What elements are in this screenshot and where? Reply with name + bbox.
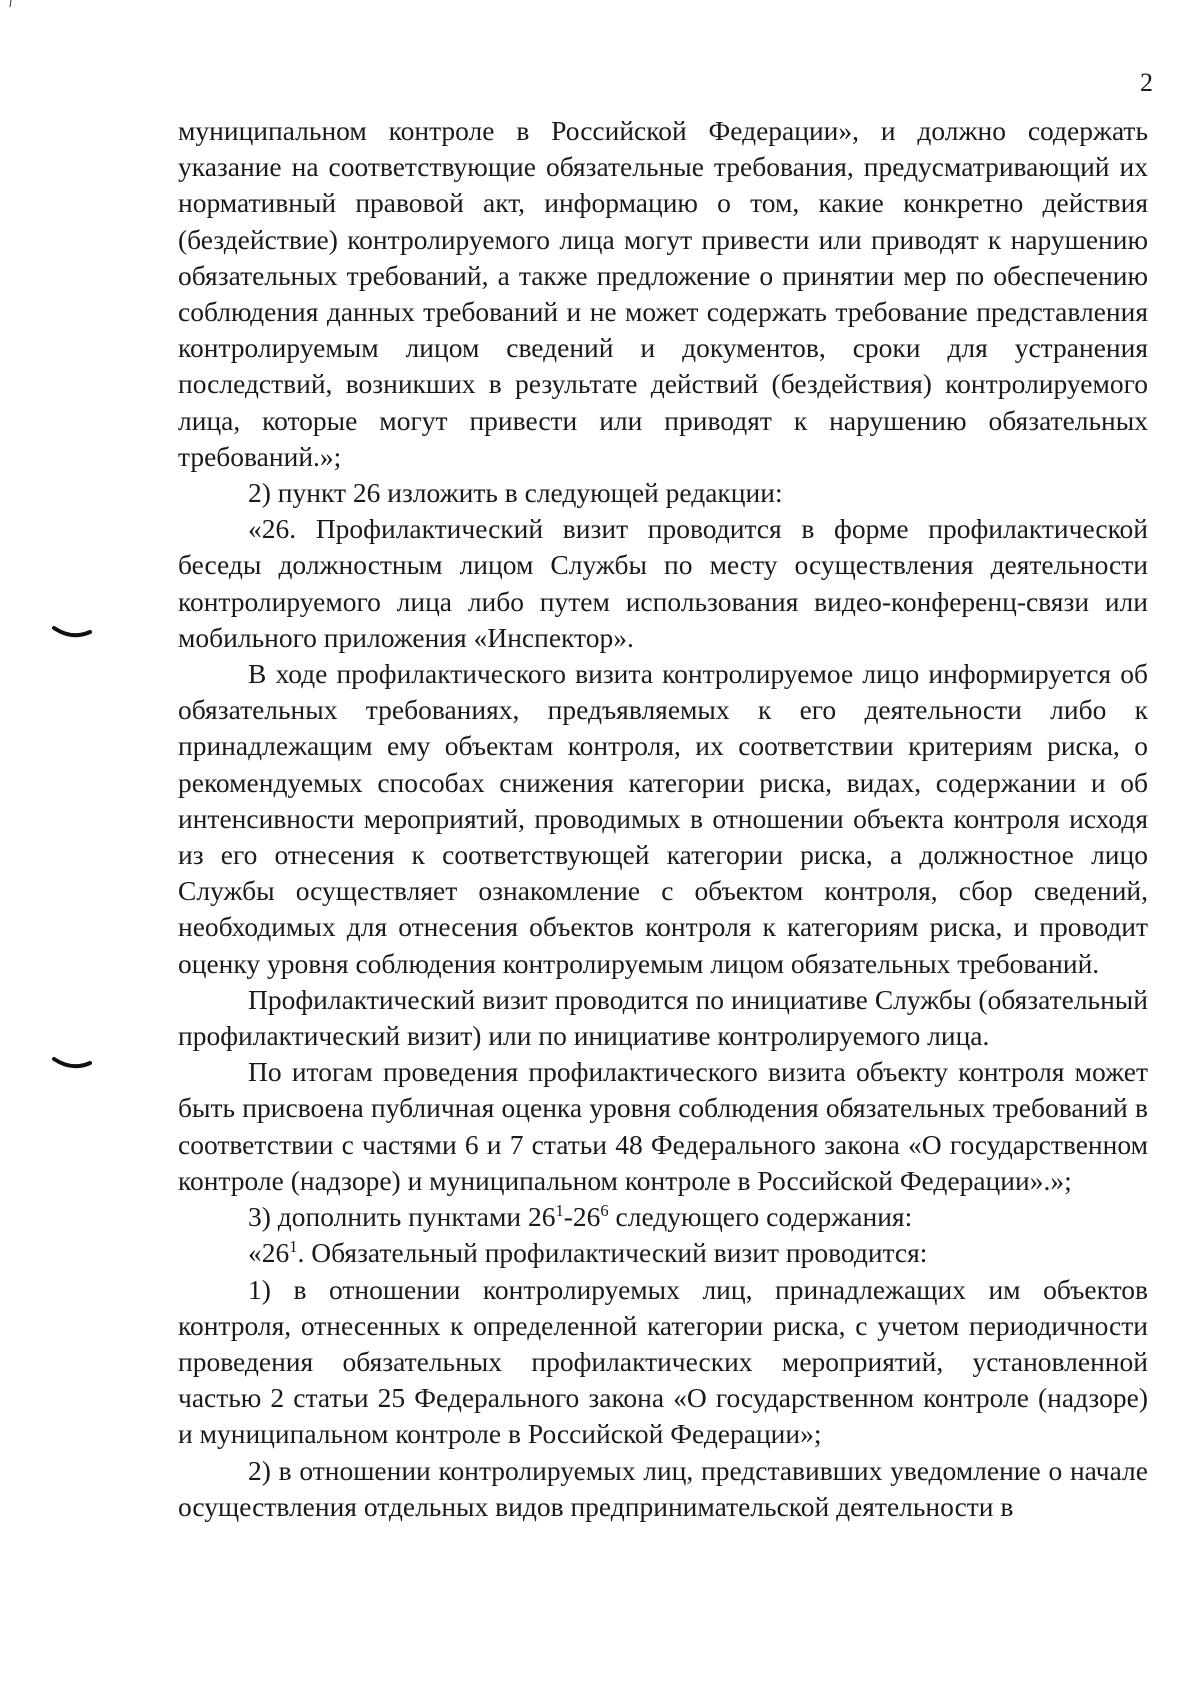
paragraph-clause-26-1: «$26^1$. Обязательный профилактический визит проводится: — [248, 1237, 928, 1269]
paragraph-subitem-2: 2) в отношении контролируемых лиц, представивших уведомление о начале осуществления отдельных видов предпринимательской деятельности в — [178, 1454, 1148, 1522]
paragraph-visit-initiative: Профилактический визит проводится по инициативе Службы (обязательный профилактический визит) или по инициативе контролируемого лица. — [178, 983, 1148, 1052]
paragraph-item-3: 3) дополнить пунктами $26^1-26^6$ следующего содержания: — [248, 1200, 913, 1233]
document-body — [178, 113, 1148, 1525]
scan-corner-mark — [8, 0, 14, 8]
binder-hole-mark — [52, 1055, 92, 1071]
binder-hole-mark — [52, 624, 92, 640]
paragraph-item-2: 2) пункт 26 изложить в следующей редакции: — [248, 477, 783, 509]
paragraph-clause-26: «26. Профилактический визит проводится в форме профилактической беседы должностным лицом Службы по месту осуществления деятельности контролируемого лица либо путем использования видео-конференц-связи или мобильного приложения «Инспектор». — [178, 513, 1148, 653]
paragraph-visit-results: По итогам проведения профилактического визита объекту контроля может быть присвоена публичная оценка уровня соблюдения обязательных требований в соответствии с частями 6 и 7 статьи 48 Федерального закона «О государственном контроле (надзоре) и муниципальном контроле в Российской Федерации».»; — [178, 1056, 1148, 1196]
paragraph-continuation: муниципальном контроле в Российской Федерации», и должно содержать указание на соответствующие обязательные требования, предусматривающий их нормативный правовой акт, информацию о том, какие конкретно действия (бездействие) контролируемого лица могут привести или приводят к нарушению обязательных требований, а также предложение о принятии мер по обеспечению соблюдения данных требований и не может содержать требование представления контролируемым лицом сведений и документов, сроки для устранения последствий, возникших в результате действий (бездействия) контролируемого лица, которые могут привести или приводят к нарушению обязательных требований.»; — [178, 115, 1148, 472]
paragraph-visit-info: В ходе профилактического визита контролируемое лицо информируется об обязательных требованиях, предъявляемых к его деятельности либо к принадлежащим ему объектам контроля, их соответствии критериям риска, о рекомендуемых способах снижения категории риска, видах, содержании и об интенсивности мероприятий, проводимых в отношении объекта контроля исходя из его отнесения к соответствующей категории риска, а должностное лицо Службы осуществляет ознакомление с объектом контроля, сбор сведений, необходимых для отнесения объектов контроля к категориям риска, и проводит оценку уровня соблюдения контролируемым лицом обязательных требований. — [178, 658, 1148, 979]
paragraph-subitem-1: 1) в отношении контролируемых лиц, принадлежащих им объектов контроля, отнесенных к определенной категории риска, с учетом периодичности проведения обязательных профилактических мероприятий, установленной частью 2 статьи 25 Федерального закона «О государственном контроле (надзоре) и муниципальном контроле в Российской Федерации»; — [178, 1273, 1148, 1450]
page-number: 2 — [1140, 68, 1153, 97]
